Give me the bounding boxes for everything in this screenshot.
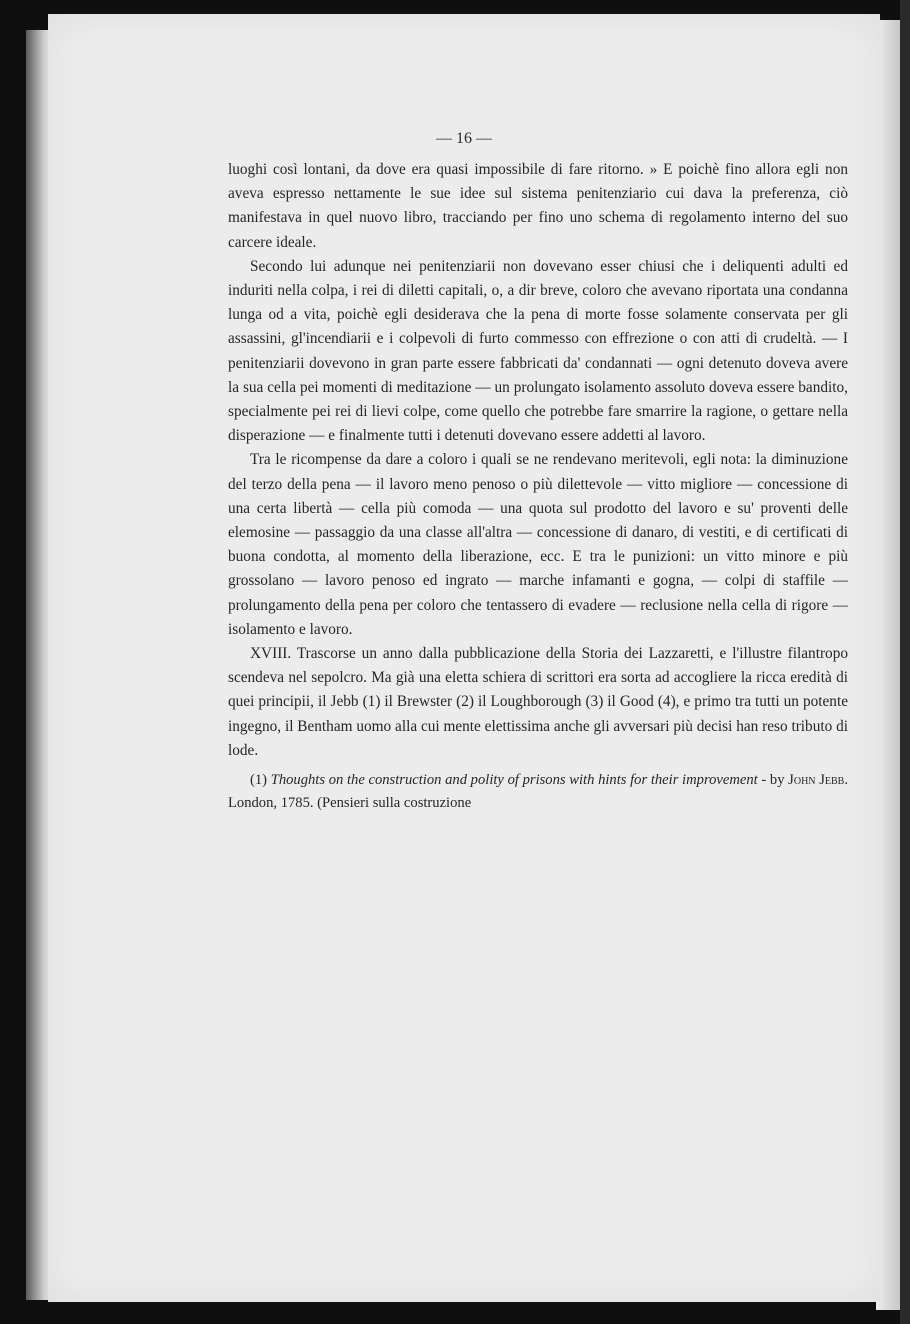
footnote-by: - by [757, 772, 789, 789]
paragraph-3: Tra le ricompense da dare a coloro i quali se ne rendevano meritevoli, egli nota: la diminuzione del terzo della pena — il lavoro meno penoso o più dilettevole — vitto migliore — concessione di una certa libertà — cella più comoda — una quota sul prodotto del lavoro e su' proventi delle elemosine — passaggio da una classe all'altra — concessione di danaro, di vestiti, e di certificati di buona condotta, al momento della liberazione, ecc. E tra le punizioni: un vitto minore e più grossolano — lavoro penoso ed ingrato — marche infamanti e gogna, — colpi di staffile — prolungamento della pena per coloro che tentassero di evadere — reclusione nella cella di rigore — isolamento e lavoro. [228, 451, 848, 638]
footnote-marker: (1) [250, 772, 268, 789]
footnote-1 [228, 769, 848, 815]
body-text [228, 158, 848, 815]
paragraph-2: Secondo lui adunque nei penitenziarii non dovevano esser chiusi che i deliquenti adulti ed induriti nella colpa, i rei di diletti capitali, o, a dir breve, coloro che avevano riportata una condanna lunga od a vita, poichè egli desiderava che la pena di morte fosse solamente conservata per gli assassini, gl'incendiarii e i colpevoli di furto commesso con effrezione o con atti di crudeltà. — I penitenziarii dovevono in gran parte essere fabbricati da' condannati — ogni detenuto doveva avere la sua cella pei momenti di meditazione — un prolungato isolamento assoluto doveva essere bandito, specialmente pei rei di lievi colpe, come quello che potrebbe fare smarrire la ragione, o gettare nella disperazione — e finalmente tutti i detenuti dovevano essere addetti al lavoro. [228, 257, 848, 445]
page-number: — 16 — [436, 130, 492, 147]
footnote-author: John Jebb [788, 772, 845, 789]
footnote-rest: . London, 1785. (Pensieri sulla costruzione [228, 772, 848, 812]
scan-right-border [900, 0, 910, 1324]
paragraph-1: luoghi così lontani, da dove era quasi impossibile di fare ritorno. » E poichè fino allora egli non aveva espresso nettamente le sue idee sul sistema penitenziario cui dava la preferenza, ciò manifestava in quel nuovo libro, tracciando per fino uno schema di regolamento interno del suo carcere ideale. [228, 161, 848, 251]
footnote-title: Thoughts on the construction and polity of prisons with hints for their improvement [270, 772, 758, 789]
book-page [48, 14, 880, 1302]
paragraph-4: XVIII. Trascorse un anno dalla pubblicazione della Storia dei Lazzaretti, e l'illustre filantropo scendeva nel sepolcro. Ma già una eletta schiera di scrittori era sorta ad accogliere la ricca eredità di quei principii, il Jebb (1) il Brewster (2) il Loughborough (3) il Good (4), e primo tra tutti un potente ingegno, il Bentham uomo alla cui mente elettissima anche gli avversari più decisi han reso tributo di lode. [228, 645, 848, 759]
